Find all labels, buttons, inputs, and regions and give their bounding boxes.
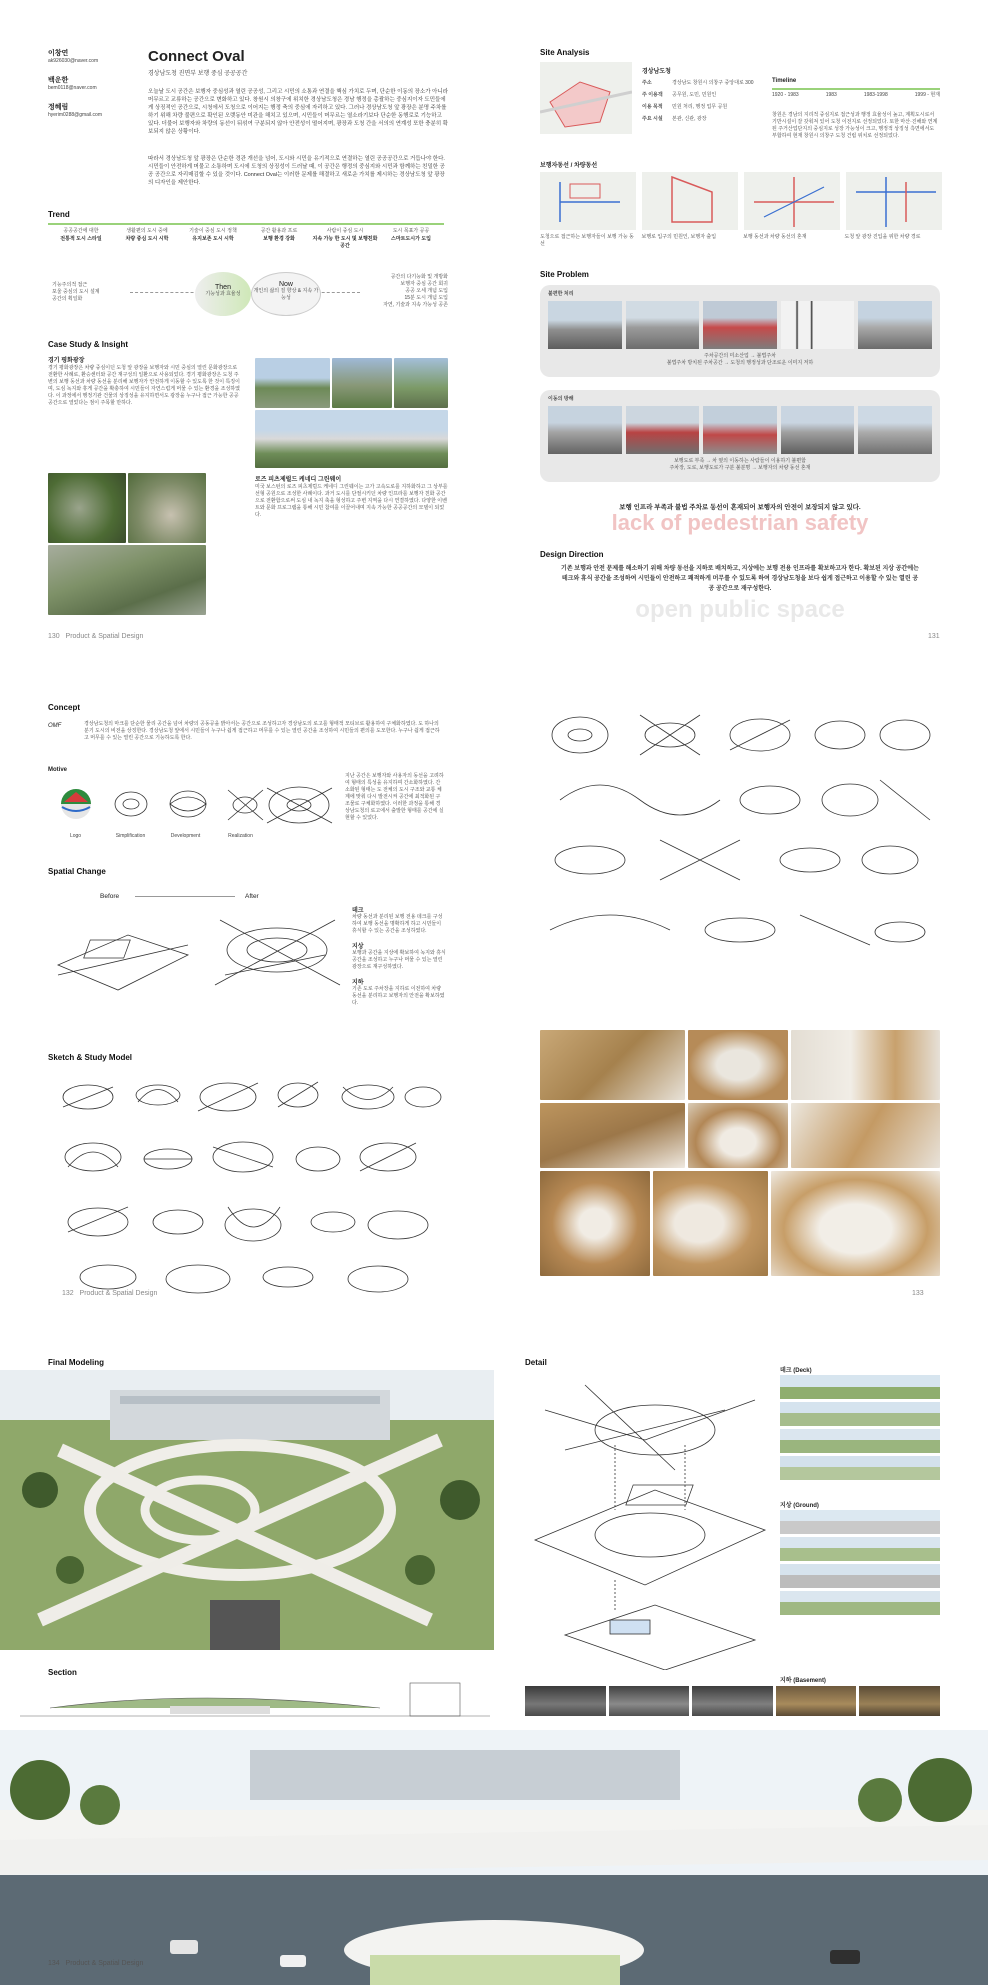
sketch-sheet-left bbox=[48, 1067, 448, 1302]
ground-photos bbox=[780, 1510, 940, 1618]
sketch-sheet-right bbox=[540, 700, 940, 980]
flow-map-3 bbox=[744, 172, 840, 230]
case2-photo-1 bbox=[48, 473, 126, 543]
model-photo bbox=[688, 1103, 788, 1168]
site-info-table: 주소 경상남도 창원시 의창구 중앙대로 300 주 이용객 공무원, 도민, 민원인 이용 목적 민원 처리, 행정 업무 공원 주요 시설 본관, 신관, 광장 bbox=[642, 80, 754, 122]
motive-title: Motive bbox=[48, 767, 68, 773]
trend-item: 공간 활용과 프로 보행 환경 강화 bbox=[260, 228, 298, 242]
case-study-title: Case Study & Insight bbox=[48, 340, 129, 349]
site-analysis-title: Site Analysis bbox=[540, 48, 590, 57]
detail-photo bbox=[780, 1456, 940, 1480]
footer-left-3: 134 Product & Spatial Design bbox=[48, 1960, 144, 1967]
problem-photo bbox=[548, 301, 622, 349]
detail-photo bbox=[780, 1564, 940, 1588]
final-render bbox=[0, 1370, 494, 1650]
flow-map-1 bbox=[540, 172, 636, 230]
author-1 bbox=[48, 48, 138, 65]
spread-2 bbox=[0, 655, 988, 1330]
detail-photo bbox=[609, 1686, 690, 1716]
intro-paragraph-2: 따라서 경상남도청 앞 광장은 단순한 경관 개선을 넘어, 도시와 시민을 유기적으로 연결하는 열린 공공공간으로 거듭나야 한다. 시민들이 안전하게 머물고 소통하며 도시에 도청의 상징성이 드러날 때, 이 공간은 행정의 중심지와 시민과 함께하는 친밀한 공공 공간으로 자리매김할 수 있을 것이다. Connect Oval는 이러한 문제를 해결하고 새로운 가치를 제시하는 경상남도청 앞 광장의 디자인을 제안한다. bbox=[148, 156, 445, 186]
ground-label: 지상 (Ground) bbox=[780, 1503, 819, 1509]
trend-line bbox=[48, 223, 444, 225]
site-map bbox=[540, 62, 632, 134]
motive-labels: Logo Simplification Development Realization bbox=[69, 833, 253, 839]
problem-photo bbox=[858, 301, 932, 349]
case2-photo-2 bbox=[128, 473, 206, 543]
spatial-legend: 데크 차량 동선과 분리된 보행 전용 데크를 구성하여 보행 동선을 명확하게 하고 시민들이 휴식할 수 있는 공간을 조성하였다. 지상 보행과 공간을 지상에 확보하여 녹지와 휴식 공간을 조성하고 누구나 머물 수 있는 열린 광장으로 재구성하였다. 지하 기존 도로 주차장을 지하로 이전하여 차량 동선을 분리하고 보행자의 안전을 확보하였다. bbox=[352, 908, 446, 1006]
design-direction-text: 기존 보행과 안전 문제를 해소하기 위해 차량 동선을 지하로 배치하고, 지상에는 보행 전용 인프라를 확보하고자 한다. 확보된 지상 공간에는 테크와 휴식 공간을 조성하여 시민들이 안전하고 쾌적하게 머무를 수 있도록 하여 경상남도청을 보다 쉽게 접근하고 이용할 수 있는 열린 공공 공간으로 재구성한다. bbox=[561, 566, 919, 592]
footer-left-2: 132 Product & Spatial Design bbox=[62, 1290, 158, 1297]
trend-timeline bbox=[48, 228, 444, 249]
detail-photo bbox=[776, 1686, 857, 1716]
omf-label: OMF bbox=[48, 723, 62, 729]
deck-photos bbox=[780, 1375, 940, 1483]
model-photo bbox=[653, 1171, 768, 1276]
timeline-title: Timeline bbox=[772, 78, 797, 84]
model-photo bbox=[791, 1103, 940, 1168]
case1-photo-4 bbox=[255, 410, 448, 468]
case2-title: 로즈 피츠제럴드 케네디 그린웨이 bbox=[255, 477, 342, 483]
before-label: Before bbox=[100, 893, 120, 900]
detail-photo bbox=[780, 1375, 940, 1399]
project-subtitle: 경상남도청 진면부 보행 중심 공공공간 bbox=[148, 71, 248, 77]
author-name: 정혜림 bbox=[48, 104, 69, 111]
spatial-change-title: Spatial Change bbox=[48, 867, 106, 876]
case1-title: 경기 평화광장 bbox=[48, 358, 85, 364]
problem-photo bbox=[626, 406, 700, 454]
motive-drawing bbox=[48, 780, 268, 828]
author-email: ak926030@naver.com bbox=[48, 58, 99, 64]
case1-photo-2 bbox=[332, 358, 392, 408]
problem-photo bbox=[626, 301, 700, 349]
motive-diagram bbox=[262, 773, 337, 838]
trend-title: Trend bbox=[48, 210, 70, 219]
detail-photo bbox=[780, 1402, 940, 1426]
detail-exploded-axon bbox=[525, 1370, 775, 1670]
after-drawing bbox=[205, 905, 350, 1000]
final-render-svg bbox=[0, 1370, 494, 1650]
trend-item: 사람이 중심 도시 지속 가능 한 도시 및 보행친화 공간 bbox=[312, 228, 378, 249]
model-photo bbox=[791, 1030, 940, 1100]
footer-right: 131 bbox=[928, 633, 940, 640]
before-after-arrow bbox=[135, 896, 235, 897]
problem-photo bbox=[781, 406, 855, 454]
before-drawing bbox=[48, 905, 198, 1000]
now-circle: Now 개인의 삶의 질 향상 & 지속 가능성 bbox=[251, 272, 321, 316]
case2-photo-3 bbox=[48, 545, 206, 615]
problem-photo bbox=[703, 406, 777, 454]
author-name: 백운한 bbox=[48, 77, 69, 84]
site-problem-title: Site Problem bbox=[540, 270, 589, 279]
spread-1 bbox=[0, 0, 988, 655]
trend-item: 공공공간에 대한 전통적 도시 스타일 bbox=[60, 228, 102, 242]
motive-text: 지난 공간은 보행자와 사용자의 동선을 고려하여 형태의 특성을 유지하며 간소화하였다. 간소화된 형태는 도 전체의 도시 구조와 교통 체계에 맞춰 다시 발전시켜 공간에 최적화된 구조물로 구체화하였다. 이러한 과정을 통해 경상남도청의 로고에서 출발한 형태를 공간에 실현할 수 있었다. bbox=[345, 773, 444, 821]
problem1-caption: 주차공간의 미소산업 → 불법주차 불법주차 방치된 주차공간 → 도청의 행정성과 단조로운 이미지 저하 bbox=[666, 353, 814, 366]
lack-of-safety-heading: lack of pedestrian safety bbox=[611, 510, 869, 535]
open-space-heading: open public space bbox=[635, 596, 845, 623]
spread-3 bbox=[0, 1330, 988, 1985]
authors-block bbox=[48, 48, 138, 119]
problem-photo bbox=[703, 301, 777, 349]
problem-panel-2: 이동의 방해 보행도로 부족 → 차 옆의 이동하는 사람들이 이용하기 불편함 주차장, 도로, 보행도로가 구분 불분명 → 보행자의 차량 동선 혼재 bbox=[540, 390, 940, 482]
trend-item: 기술이 중심 도시 정책 유지보존 도시 시학 bbox=[189, 228, 237, 242]
detail-photo bbox=[780, 1537, 940, 1561]
panorama-render bbox=[0, 1730, 988, 1985]
detail-photo bbox=[525, 1686, 606, 1716]
problem-statement: 보행 인프라 부족과 불법 주차로 동선이 혼재되어 보행자의 안전이 보장되지 않고 있다. bbox=[619, 504, 861, 511]
now-list: 공간의 다기능화 및 개방화 보행자 중심 공간 회귀 공공 오세 개념 도입 15분 도시 개념 도입 자연, 기술과 지속 가능성 공존 bbox=[383, 274, 448, 308]
after-label: After bbox=[245, 893, 259, 900]
section-title: Section bbox=[48, 1668, 77, 1677]
author-2 bbox=[48, 75, 138, 92]
author-email: bem0118@naver.com bbox=[48, 85, 97, 91]
problem2-caption: 보행도로 부족 → 차 옆의 이동하는 사람들이 이용하기 불편함 주차장, 도로, 보행도로가 구분 불분명 → 보행자의 차량 동선 혼재 bbox=[669, 458, 811, 471]
intro-paragraph-1: 오늘날 도시 공간은 보행자 중심성과 열린 공공성, 그리고 시민의 소통과 연결을 핵심 가치로 두며, 단순한 이동의 장소가 아니라 머무르고 교류하는 공간으로 변화하고 있다. 창원시 의창구에 위치한 경상남도청은 경남 행정을 총괄하는 중심지이자 도민들에게 상징적인 공간으로, 시청에서 도청으로 이어지는 행정 축의 중심에 자리하고 있다. 그러나 경상남도청 앞 광장은 분명 주차를 하기 위해 차량 불편으로 확인된 오랫동안 미관을 해치고 있으며, 시민들이 머무르는 열소라기보다 단순한 동행로로 기능하고 있다. 더불어 보행자와 차량의 동선이 뒤섞여 구분되지 않아 안전성이 떨어지며, 광장과 도청 간을 서의의 연계성 또한 충분히 확보되지 않은 상황이다. bbox=[148, 89, 449, 135]
concept-text: 경상남도청의 마크를 단순한 물리 공간을 넘어 차량의 공동공을 밝아서는 공간으로 조성하고자 경상남도의 로고를 형태적 모티브로 활용하여 구체화하였다. 도 하나의 분기 도시의 비전을 상징한다. 경상남도청 앞에서 시민들이 누구나 쉽게 접근하고 머무를 수 있는 열린 공간을 조성하여 시민들의 편의를 도모한다. 누구나 쉽게 접근하고 머무를 수 있는 열린 공간으로 기능하도록 한다. bbox=[84, 721, 440, 741]
footer-right-2: 133 bbox=[912, 1290, 924, 1297]
detail-title: Detail bbox=[525, 1358, 547, 1367]
sketch-title: Sketch & Study Model bbox=[48, 1053, 133, 1062]
timeline-labels: 1920 - 1983 1983 1983-1998 1999 - 현재 bbox=[772, 92, 940, 98]
model-photo bbox=[540, 1171, 650, 1276]
problem-photo bbox=[781, 301, 855, 349]
flow-captions: 도청으로 접근하는 보행자들이 보행 가능 동선 보행로 입구의 민원인, 보행자 출입 보행 동선과 차량 동선의 혼재 도청 앞 광장 진입을 위한 차량 경로 bbox=[540, 234, 921, 247]
problem-photo bbox=[548, 406, 622, 454]
detail-photo bbox=[780, 1429, 940, 1453]
flow-maps bbox=[540, 172, 940, 230]
flow-map-2 bbox=[642, 172, 738, 230]
project-title: Connect Oval bbox=[148, 48, 245, 65]
site-map-svg bbox=[540, 62, 632, 134]
model-photo bbox=[540, 1030, 685, 1100]
then-list: 기능주의적 접근 포울 중심의 도시 설계 공간의 획일화 bbox=[52, 282, 100, 302]
problem-photo bbox=[858, 406, 932, 454]
footer-left: 130 Product & Spatial Design bbox=[48, 633, 144, 640]
case2-text: 미국 보스턴의 로즈 피츠제럴드 케네디 그린웨이는 고가 고속도로를 지하화하고 그 상부를 선형 공원으로 조성한 사례이다. 과거 도시를 단절시키던 차량 인프라를 보행자 친화 공간으로 전환함으로써 도심 내 녹지 축을 형성하고 주변 지역을 다시 연결하였다. 다양한 이벤트와 문화 프로그램을 통해 시민 참여를 이끌어내며 지속 가능한 공공공간의 모델이 되었다. bbox=[255, 484, 448, 518]
author-name: 이창연 bbox=[48, 50, 69, 57]
problem1-photos bbox=[548, 301, 932, 349]
section-drawing bbox=[20, 1678, 490, 1728]
detail-photo bbox=[780, 1510, 940, 1534]
motive-steps bbox=[48, 780, 268, 840]
deck-label: 데크 (Deck) bbox=[780, 1368, 812, 1374]
site-name: 경상남도청 bbox=[642, 69, 671, 75]
timeline-text: 창원은 경남의 지리적 중심지로 접근성과 행정 효율성이 높고, 계획도시로서 기반시설이 잘 갖춰져 있어 도청 이전지로 선정되었다. 또한 마산·진해와 연계된 주거산업단지의 중심지로 성장 가능성이 크고, 행정적 상징성 측면에서도 부합하여 현재 창원시 의창구 도청 건립 위치로 선정되었다. bbox=[772, 112, 938, 139]
design-direction-title: Design Direction bbox=[540, 550, 604, 559]
case1-text: 경기 평화광장은 차량 중심이던 도청 앞 광장을 보행자와 시민 중심의 열린 문화광장으로 전환한 사례로, 환승센터와 공간 재구성의 일환으로 사용되었다. 경기 평화광장은 도청 주변의 보행 동선과 차량 동선을 분리해 보행자가 안전하게 이동할 수 있도록 한 것이 특징이며, 도심 녹지와 휴게 공간을 확충하여 시민들이 자연스럽게 머물 수 있는 환경을 조성하였다. 이 과정에서 행정기관 건물의 상징성을 유지하면서도 광장을 누구나 접근 가능한 공공공간으로 열었다는 점이 주목할 만하다. bbox=[48, 365, 240, 406]
trend-item: 도시 목표가 공공 스마트도시가 도입 bbox=[390, 228, 432, 242]
detail-photo bbox=[692, 1686, 773, 1716]
model-photo bbox=[771, 1171, 940, 1276]
basement-photos bbox=[525, 1686, 940, 1716]
timeline-line bbox=[772, 88, 940, 90]
then-circle: Then 기능성과 효율성 bbox=[195, 272, 251, 316]
case1-photo-1 bbox=[255, 358, 330, 408]
problem-panel-1: 불편한 처리 주차공간의 미소산업 → 불법주차 불법주차 방치된 주차공간 → 도청의 행정성과 단조로운 이미지 저하 bbox=[540, 285, 940, 377]
case1-photo-3 bbox=[394, 358, 448, 408]
study-model-photos bbox=[540, 1030, 940, 1280]
detail-photo bbox=[780, 1591, 940, 1615]
flow-map-4 bbox=[846, 172, 942, 230]
trend-item: 생활편의 도시 중에 차량 중심 도시 시학 bbox=[125, 228, 169, 242]
model-photo bbox=[540, 1103, 685, 1168]
detail-photo bbox=[859, 1686, 940, 1716]
author-email: hyerim0288@gmail.com bbox=[48, 112, 102, 118]
model-photo bbox=[688, 1030, 788, 1100]
author-3 bbox=[48, 102, 138, 119]
flow-title: 보행자동선 / 차량동선 bbox=[540, 163, 598, 169]
basement-label: 지하 (Basement) bbox=[780, 1678, 826, 1684]
concept-title: Concept bbox=[48, 703, 80, 712]
final-modeling-title: Final Modeling bbox=[48, 1358, 104, 1367]
panorama-svg bbox=[0, 1730, 988, 1985]
problem2-photos bbox=[548, 406, 932, 454]
